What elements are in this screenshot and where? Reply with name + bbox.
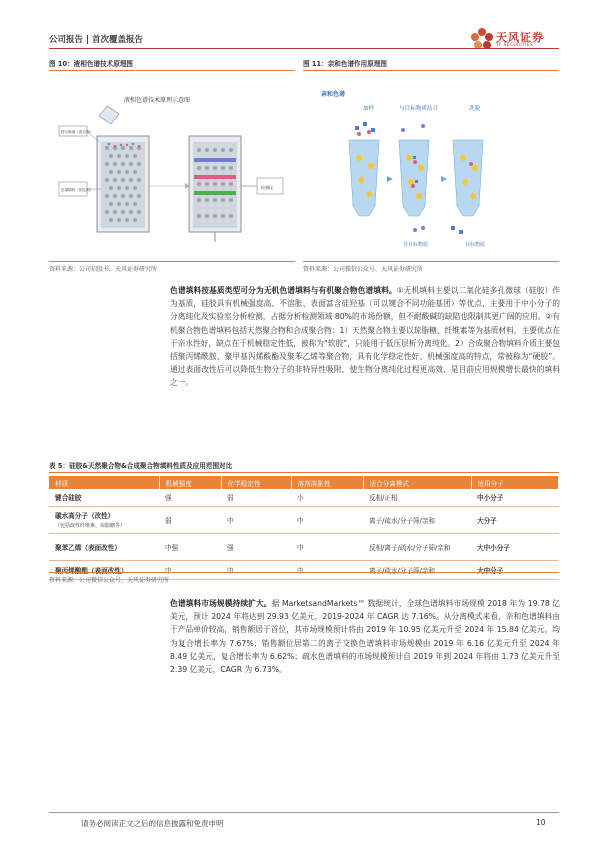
cell: 反相/正相 [363, 489, 471, 506]
figure-11-diagram [303, 76, 559, 254]
cell: 中 [291, 506, 363, 533]
cell-material: 聚丙烯酸酯（表面改性） [49, 560, 159, 579]
paragraph-filler-types [170, 284, 560, 390]
header-rule [49, 48, 559, 49]
fig11-diagram-title: 亲和色谱 [321, 91, 346, 98]
figure-10-title: 图 10：液相色谱技术原理图 [49, 58, 295, 71]
cell: 强 [221, 533, 291, 560]
brand-name: 天风证券 [496, 31, 544, 44]
paragraph-market-size [170, 597, 560, 676]
figure-10-source: 资料来源：公司招股书，天风证券研究所 [49, 261, 295, 273]
fig11-step1: 加样 [363, 106, 375, 112]
brand-flower-icon [470, 26, 494, 54]
figure-11-source: 资料来源：公司微信公众号，天风证券研究所 [303, 261, 559, 273]
fig11-step3: 洗脱 [469, 106, 481, 112]
cell: 中 [221, 506, 291, 533]
th-material: 材质 [49, 476, 159, 489]
th-molecule: 适用分子 [471, 476, 559, 489]
cell: 反相/离子/疏水/分子筛/亲和 [363, 533, 471, 560]
cell: 中强 [159, 533, 221, 560]
paragraph-filler-types-body: ①无机填料主要以二氧化硅多孔微球（硅胶）作为基质，硅胶具有机械强度高、不溶胀、表面富含硅羟基（可以键合不同功能基团）等优点，主要用于中小分子的分离纯化及实验室分析检测，占据分析检测领域 80%的市场份额，但不耐酸碱的缺陷也限制其更广阔的应用。②有机聚合物色谱填料包括天然聚合物和合成聚合物：1）天然聚合物主要以琼脂糖、纤维素等为基质材料，主要优点在于亲水性好，缺点在于机械稳定性低，被称为“软胶”，只能用于低压层析分离纯化。2）合成聚合物填料介质主要包括聚丙烯酰胺、聚甲基丙烯酸酯及聚苯乙烯等聚合物，具有化学稳定性好、机械强度高的特点，常被称为“硬胶”。通过表面改性后可以降低生物分子的非特异性吸附，使生物分离纯化过程更高效，是目前应用规模增长最快的填料之一。 [170, 286, 560, 388]
table-header-row [49, 476, 559, 489]
cell: 中 [159, 560, 221, 579]
fig11-out1: 非目标物质 [403, 242, 429, 248]
cell: 大分子 [471, 506, 559, 533]
th-strength: 机械强度 [159, 476, 221, 489]
table-row [49, 506, 559, 533]
table-row [49, 489, 559, 506]
cell: 中小分子 [471, 489, 559, 506]
paragraph-market-size-lead: 色谱填料市场规模持续扩大。 [170, 599, 272, 608]
footer-rule [49, 812, 559, 813]
cell: 中 [291, 560, 363, 579]
th-mode: 适合分离模式 [363, 476, 471, 489]
th-chem-stability: 化学稳定性 [221, 476, 291, 489]
cell: 中 [221, 560, 291, 579]
fig11-step2: 与目标物质结合 [399, 106, 439, 112]
fig10-diagram-title: 液相色谱技术原理示意图 [124, 97, 191, 104]
cell-material [49, 506, 159, 533]
cell: 离子/疏水/分子筛/亲和 [363, 506, 471, 533]
page-number: 10 [536, 818, 546, 827]
cell-material: 聚苯乙烯（表面改性） [49, 533, 159, 560]
fig10-sample-label: 待分离液（混合物） [61, 130, 94, 134]
fig10-detector-label: 检测仪 [261, 185, 273, 190]
figure-11-title: 图 11：亲和色谱作用原理图 [303, 58, 559, 71]
cell: 弱 [221, 489, 291, 506]
brand-sub: TF SECURITIES [496, 43, 534, 48]
cell-material: 键合硅胶 [49, 489, 159, 506]
table-row [49, 533, 559, 560]
table-5-title: 表 5：硅胶&天然聚合物&合成聚合物填料性质及应用范围对比 [49, 460, 559, 473]
cell: 弱 [159, 506, 221, 533]
header-left: 公司报告 | 首次覆盖报告 [49, 35, 144, 45]
cell: 强 [159, 489, 221, 506]
brand-logo [470, 26, 560, 54]
table-5-source: 资料来源：公司微信公众号，天风证券研究所 [49, 572, 559, 584]
cell: 大中小分子 [471, 533, 559, 560]
fig10-column-label: 色谱填料（固定相） [61, 188, 94, 192]
cell: 小 [291, 489, 363, 506]
cell: 离子/疏水/分子筛/亲和 [363, 560, 471, 579]
paragraph-filler-types-lead: 色谱填料按基质类型可分为无机色谱填料与有机聚合物色谱填料。 [170, 286, 397, 295]
cell-material-note: （包括改性纤维素、琼脂糖等） [55, 523, 126, 529]
fig11-out2: 目标物质 [465, 242, 486, 248]
cell-material-main: 碳水高分子（改性） [55, 512, 115, 520]
paragraph-market-size-body: 据 MarketsandMarkets™ 数据统计，全球色谱填料市场规模 2018 年为 19.78 亿美元，预计 2024 年将达到 29.93 亿美元，2019-2024 年 CAGR 达 7.16%。从分离模式来看，亲和色谱填料由于产品单价较高，销售额居于首位，其市场规模预计将由 2019 年 10.95 亿美元升至 2024 年 15.84 亿美元，均为复合增长率为 7.67%；销售额位居第二的离子交换色谱填料市场规模由 2019 年 6.16 亿美元升至 2024 年 8.49 亿美元，复合增长率为 6.62%；疏水色谱填料的市场规模预计自 2019 年到 2024 年将由 1.73 亿美元升至 2.39 亿美元，CAGR 为 6.73%。 [170, 599, 560, 675]
th-swelling: 溶剂溶胀性 [291, 476, 363, 489]
table-5 [49, 476, 559, 580]
cell: 中 [291, 533, 363, 560]
footer-disclaimer: 请务必阅读正文之后的信息披露和免责申明 [81, 819, 224, 828]
cell: 大中分子 [471, 560, 559, 579]
figure-10-diagram [49, 76, 295, 254]
